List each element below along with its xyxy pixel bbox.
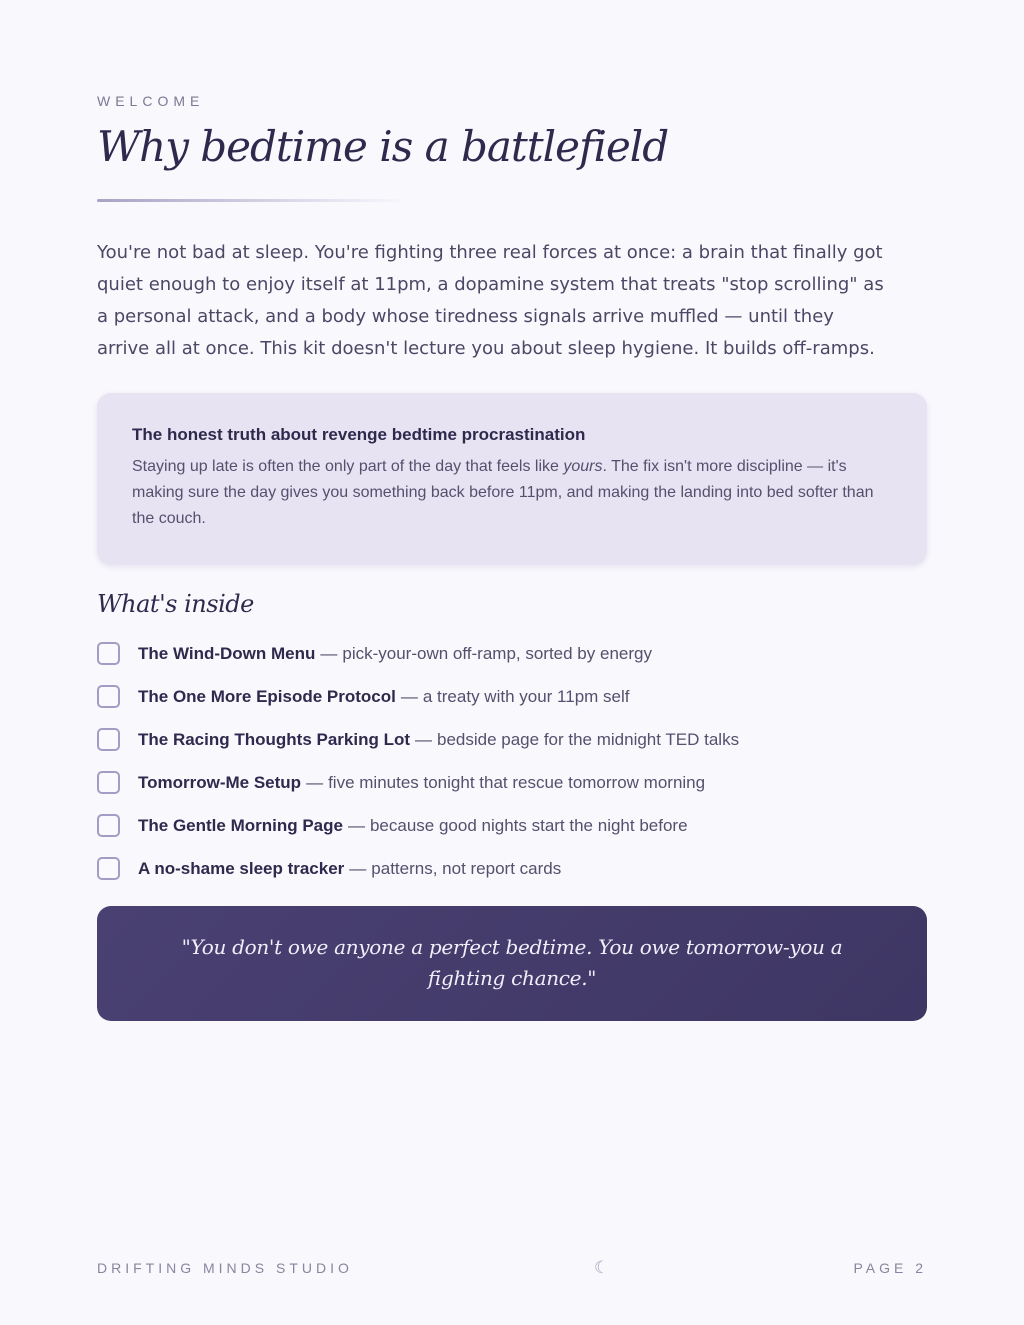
- item-description: five minutes tonight that rescue tomorrow morning: [328, 772, 706, 792]
- page-footer: [97, 1260, 927, 1280]
- contents-checklist: [97, 632, 927, 890]
- item-description: a treaty with your 11pm self: [422, 686, 630, 706]
- quote-banner: [97, 906, 927, 1021]
- quote-text: "You don't owe anyone a perfect bedtime. You owe tomorrow-you a fighting chance.": [181, 935, 843, 990]
- item-name: Tomorrow-Me Setup: [138, 772, 302, 792]
- list-item: [97, 675, 927, 718]
- list-item: [97, 632, 927, 675]
- item-separator: —: [320, 643, 338, 663]
- item-separator: —: [415, 729, 432, 749]
- checkbox[interactable]: [97, 857, 120, 880]
- title-divider: [97, 199, 407, 202]
- item-name: The Racing Thoughts Parking Lot: [138, 729, 410, 749]
- item-name: The One More Episode Protocol: [138, 686, 396, 706]
- item-description: pick-your-own off-ramp, sorted by energy: [342, 643, 652, 663]
- callout-emphasis: yours: [563, 458, 603, 475]
- footer-studio-name: DRIFTING MINDS STUDIO: [97, 1260, 353, 1276]
- checkbox[interactable]: [97, 728, 120, 751]
- item-name: The Wind-Down Menu: [138, 643, 316, 663]
- item-separator: —: [349, 858, 367, 878]
- page-title: Why bedtime is a battlefield: [97, 122, 669, 171]
- checkbox[interactable]: [97, 685, 120, 708]
- callout-box: [97, 393, 927, 565]
- list-item: [97, 761, 927, 804]
- item-separator: —: [306, 772, 324, 792]
- item-description: patterns, not report cards: [371, 858, 562, 878]
- checkbox[interactable]: [97, 771, 120, 794]
- page: [97, 0, 927, 1325]
- list-item: [97, 847, 927, 890]
- item-name: A no-shame sleep tracker: [138, 858, 345, 878]
- checkbox[interactable]: [97, 814, 120, 837]
- callout-body: Staying up late is often the only part of the day that feels like yours. The fix isn't more discipline — it's making sure the day gives you something back before 11pm, and making the landing into bed softer than the couch.: [132, 458, 874, 527]
- list-item: [97, 718, 927, 761]
- intro-paragraph: You're not bad at sleep. You're fighting three real forces at once: a brain that finally got quiet enough to enjoy itself at 11pm, a dopamine system that treats "stop scrolling" as a personal attack, and a body whose tiredness signals arrive muffled — until they arrive all at once. This kit doesn't lecture you about sleep hygiene. It builds off-ramps.: [97, 242, 884, 359]
- list-item: [97, 804, 927, 847]
- checkbox[interactable]: [97, 642, 120, 665]
- callout-heading: The honest truth about revenge bedtime procrastination: [132, 425, 586, 444]
- item-description: because good nights start the night before: [369, 815, 688, 835]
- moon-icon: ☾: [594, 1258, 610, 1278]
- item-separator: —: [400, 686, 418, 706]
- whats-inside-heading: What's inside: [97, 590, 254, 618]
- footer-page-number: PAGE 2: [853, 1260, 927, 1276]
- section-eyebrow: WELCOME: [97, 93, 205, 109]
- item-name: The Gentle Morning Page: [138, 815, 343, 835]
- item-description: bedside page for the midnight TED talks: [437, 729, 740, 749]
- item-separator: —: [347, 815, 365, 835]
